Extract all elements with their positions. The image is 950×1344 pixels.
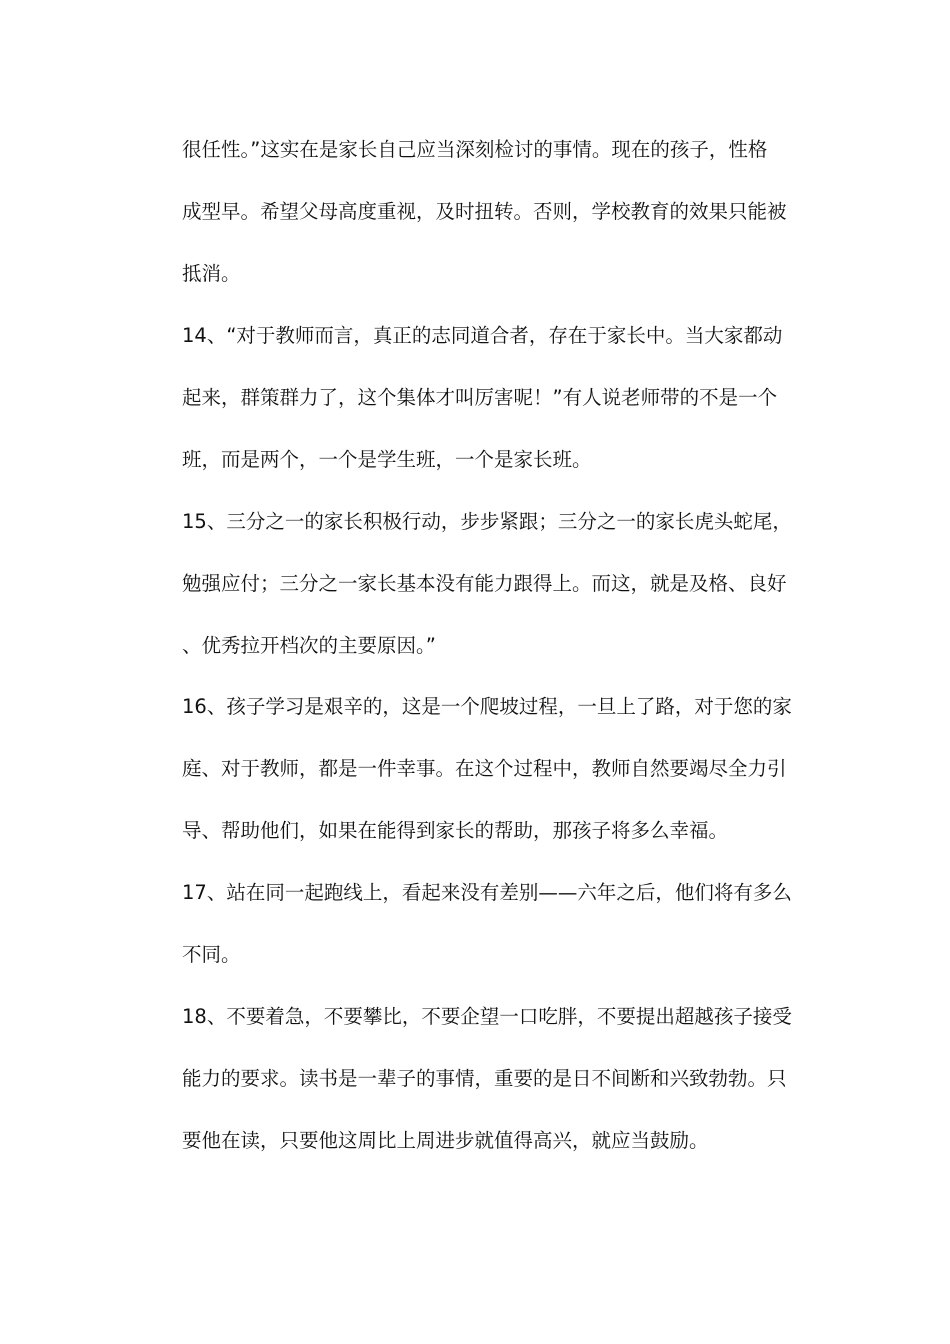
- text-line: 16、孩子学习是艰辛的，这是一个爬坡过程，一旦上了路，对于您的家: [182, 695, 792, 718]
- text-line: 很任性。”这实在是家长自己应当深刻检讨的事情。现在的孩子，性格: [182, 138, 768, 161]
- text-line: 勉强应付；三分之一家长基本没有能力跟得上。而这，就是及格、良好: [182, 572, 787, 595]
- text-line: 抵消。: [182, 262, 241, 285]
- text-line: 不同。: [182, 943, 241, 966]
- text-line: 能力的要求。读书是一辈子的事情，重要的是日不间断和兴致勃勃。只: [182, 1067, 787, 1090]
- text-line: 18、不要着急，不要攀比，不要企望一口吃胖，不要提出超越孩子接受: [182, 1005, 792, 1028]
- text-line: 起来，群策群力了，这个集体才叫厉害呢！”有人说老师带的不是一个: [182, 386, 778, 409]
- text-line: 要他在读，只要他这周比上周进步就值得高兴，就应当鼓励。: [182, 1129, 709, 1152]
- text-line: 庭、对于教师，都是一件幸事。在这个过程中，教师自然要竭尽全力引: [182, 757, 787, 780]
- text-line: 17、站在同一起跑线上，看起来没有差别——六年之后，他们将有多么: [182, 881, 792, 904]
- text-line: 15、三分之一的家长积极行动，步步紧跟；三分之一的家长虎头蛇尾，: [182, 510, 792, 533]
- text-line: 、优秀拉开档次的主要原因。”: [182, 634, 436, 657]
- text-line: 成型早。希望父母高度重视，及时扭转。否则，学校教育的效果只能被: [182, 200, 787, 223]
- text-line: 导、帮助他们，如果在能得到家长的帮助，那孩子将多么幸福。: [182, 819, 729, 842]
- text-line: 班，而是两个，一个是学生班，一个是家长班。: [182, 448, 592, 471]
- text-line: 14、“对于教师而言，真正的志同道合者，存在于家长中。当大家都动: [182, 324, 783, 347]
